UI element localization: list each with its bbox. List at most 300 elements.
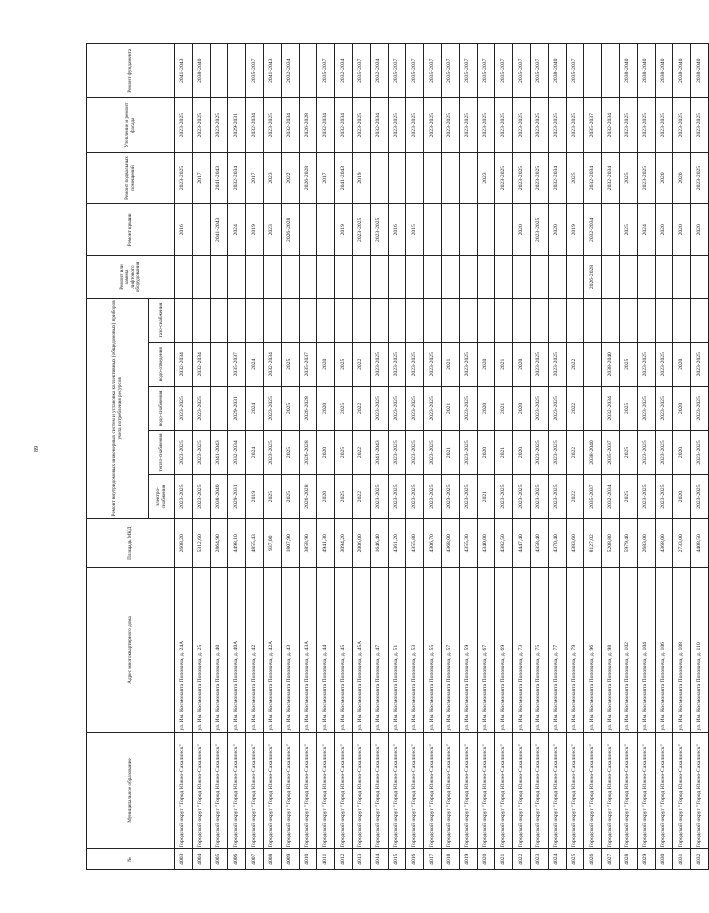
cell-facade: 2023-2025	[566, 98, 584, 152]
cell-address: ул. Им. Космонавта Поповича, д. 24А	[175, 568, 193, 732]
cell-water: 2020	[513, 386, 531, 430]
cell-heat: 2020	[477, 430, 495, 474]
cell-heat: 2025	[619, 430, 637, 474]
cell-roof: 2024	[637, 204, 655, 256]
table-row	[513, 44, 531, 870]
cell-basement: 2026-2028	[299, 152, 317, 203]
cell-area: 4358,40	[530, 519, 548, 568]
cell-gas	[388, 298, 406, 342]
cell-water: 2025	[281, 386, 299, 430]
cell-address: ул. Им. Космонавта Поповича, д. 45А	[352, 568, 370, 732]
cell-water: 2020	[317, 386, 335, 430]
header-sub-gas: газо-снабжения	[149, 298, 175, 342]
cell-heat: 2023-2025	[691, 430, 709, 474]
table-body	[175, 44, 709, 870]
cell-gas	[655, 298, 673, 342]
cell-address: ул. Им. Космонавта Поповича, д. 43А	[299, 568, 317, 732]
table-row	[424, 44, 442, 870]
cell-area: 4306,70	[424, 519, 442, 568]
cell-house-systems	[210, 256, 228, 298]
cell-foundation: 2035-2037	[513, 44, 531, 99]
cell-address: ул. Им. Космонавта Поповича, д. 69	[495, 568, 513, 732]
cell-roof: 2025	[619, 204, 637, 256]
table-row	[370, 44, 388, 870]
cell-gas	[192, 298, 210, 342]
cell-water: 2023-2025	[655, 386, 673, 430]
cell-electric: 2038-2040	[210, 475, 228, 519]
cell-electric: 2023-2025	[441, 475, 459, 519]
cell-facade: 2023-2025	[192, 98, 210, 152]
table-row	[441, 44, 459, 870]
cell-house-systems	[175, 256, 193, 298]
cell-heat: 2041-2043	[370, 430, 388, 474]
cell-electric: 2023-2025	[388, 475, 406, 519]
cell-municipality: Городской округ "Город Южно-Сахалинск"	[370, 732, 388, 849]
cell-foundation: 2035-2037	[477, 44, 495, 99]
cell-address: ул. Им. Космонавта Поповича, д. 79	[566, 568, 584, 732]
cell-roof	[602, 204, 620, 256]
cell-water: 2023-2025	[370, 386, 388, 430]
cell-heat: 2025	[335, 430, 353, 474]
cell-electric: 2023-2025	[530, 475, 548, 519]
cell-electric: 2020	[317, 475, 335, 519]
cell-water: 2032-2034	[602, 386, 620, 430]
cell-municipality: Городской округ "Город Южно-Сахалинск"	[459, 732, 477, 849]
cell-facade: 2023-2025	[673, 98, 691, 152]
cell-heat: 2023-2025	[459, 430, 477, 474]
cell-facade: 2032-2034	[602, 98, 620, 152]
cell-no: 4008	[263, 849, 281, 870]
cell-water: 2020	[477, 386, 495, 430]
table-row	[566, 44, 584, 870]
cell-electric: 2023-2025	[370, 475, 388, 519]
cell-foundation	[210, 44, 228, 99]
table-row	[192, 44, 210, 870]
cell-heat: 2038-2040	[584, 430, 602, 474]
cell-foundation	[602, 44, 620, 99]
cell-house-systems	[441, 256, 459, 298]
cell-no: 4017	[424, 849, 442, 870]
cell-foundation: 2035-2037	[530, 44, 548, 99]
cell-no: 4011	[317, 849, 335, 870]
cell-heat: 2022	[566, 430, 584, 474]
cell-house-systems	[655, 256, 673, 298]
cell-heat: 2023-2025	[424, 430, 442, 474]
cell-house-systems	[317, 256, 335, 298]
cell-no: 4009	[281, 849, 299, 870]
cell-basement: 2022	[281, 152, 299, 203]
cell-address: ул. Им. Космонавта Поповича, д. 55	[424, 568, 442, 732]
cell-foundation: 2038-2040	[673, 44, 691, 99]
cell-address: ул. Им. Космонавта Поповича, д. 47	[370, 568, 388, 732]
cell-water: 2029-2031	[228, 386, 246, 430]
cell-basement: 2025	[566, 152, 584, 203]
table-row	[673, 44, 691, 870]
cell-heat: 2020	[317, 430, 335, 474]
table-row	[175, 44, 193, 870]
cell-electric: 2023-2025	[175, 475, 193, 519]
cell-house-systems	[495, 256, 513, 298]
cell-water	[210, 386, 228, 430]
table-row	[210, 44, 228, 870]
cell-address: ул. Им. Космонавта Поповича, д. 106	[655, 568, 673, 732]
cell-foundation	[299, 44, 317, 99]
cell-house-systems	[673, 256, 691, 298]
cell-basement: 2032-2034	[228, 152, 246, 203]
cell-house-systems	[246, 256, 264, 298]
cell-gas	[548, 298, 566, 342]
cell-roof: 2015	[406, 204, 424, 256]
cell-house-systems	[424, 256, 442, 298]
cell-area: 4361,20	[388, 519, 406, 568]
cell-electric: 2023-2025	[655, 475, 673, 519]
header-sub-drain: водо-отведения	[149, 342, 175, 386]
cell-house-systems	[513, 256, 531, 298]
cell-foundation: 2038-2040	[637, 44, 655, 99]
cell-roof	[424, 204, 442, 256]
cell-water: 2023-2025	[637, 386, 655, 430]
cell-municipality: Городской округ "Город Южно-Сахалинск"	[352, 732, 370, 849]
cell-house-systems	[352, 256, 370, 298]
cell-facade: 2023-2025	[263, 98, 281, 152]
cell-municipality: Городской округ "Город Южно-Сахалинск"	[673, 732, 691, 849]
cell-house-systems	[192, 256, 210, 298]
cell-gas	[530, 298, 548, 342]
cell-basement	[388, 152, 406, 203]
cell-heat: 2023-2025	[637, 430, 655, 474]
cell-drain: 2032-2034	[175, 342, 193, 386]
cell-water: 2023-2025	[388, 386, 406, 430]
cell-municipality: Городской округ "Город Южно-Сахалинск"	[477, 732, 495, 849]
cell-area: 5979,40	[619, 519, 637, 568]
cell-basement	[441, 152, 459, 203]
cell-basement: 2025	[619, 152, 637, 203]
cell-house-systems	[548, 256, 566, 298]
cell-gas	[210, 298, 228, 342]
header-sub-heat: тепло-снабжения	[149, 430, 175, 474]
cell-drain	[210, 342, 228, 386]
cell-roof	[459, 204, 477, 256]
cell-no: 4019	[459, 849, 477, 870]
cell-facade: 2023-2025	[459, 98, 477, 152]
cell-no: 4007	[246, 849, 264, 870]
table-row	[246, 44, 264, 870]
cell-area: 1807,90	[281, 519, 299, 568]
cell-house-systems	[335, 256, 353, 298]
cell-roof: 2019	[566, 204, 584, 256]
cell-gas	[566, 298, 584, 342]
cell-no: 4015	[388, 849, 406, 870]
cell-heat: 2041-2043	[210, 430, 228, 474]
cell-drain: 2023-2025	[548, 342, 566, 386]
cell-drain: 2038-2040	[602, 342, 620, 386]
cell-gas	[477, 298, 495, 342]
cell-heat: 2021	[441, 430, 459, 474]
cell-roof: 2041-2043	[210, 204, 228, 256]
cell-foundation: 2035-2037	[441, 44, 459, 99]
header-sub-electric: электро-снабжения	[149, 475, 175, 519]
cell-address: ул. Им. Космонавта Поповича, д. 53	[406, 568, 424, 732]
cell-address: ул. Им. Космонавта Поповича, д. 59	[459, 568, 477, 732]
cell-basement: 2023	[477, 152, 495, 203]
cell-house-systems	[388, 256, 406, 298]
cell-facade: 2023-2025	[406, 98, 424, 152]
cell-gas	[228, 298, 246, 342]
cell-gas	[370, 298, 388, 342]
page-number: 89	[34, 446, 40, 452]
header-resource-group: Ремонт внутридомовых инженерных систем и установка коллективных (общедомовых) приборов учета потребления ресурсов	[87, 298, 149, 519]
cell-gas	[246, 298, 264, 342]
cell-address: ул. Им. Космонавта Поповича, д. 104	[637, 568, 655, 732]
cell-address: ул. Им. Космонавта Поповича, д. 45	[335, 568, 353, 732]
cell-municipality: Городской округ "Город Южно-Сахалинск"	[441, 732, 459, 849]
cell-area: 937,00	[263, 519, 281, 568]
cell-municipality: Городской округ "Город Южно-Сахалинск"	[246, 732, 264, 849]
cell-roof: 2019	[335, 204, 353, 256]
cell-no: 4021	[495, 849, 513, 870]
cell-electric: 2023-2025	[495, 475, 513, 519]
cell-drain: 2020	[513, 342, 531, 386]
cell-drain: 2035-2037	[299, 342, 317, 386]
cell-address: ул. Им. Космонавта Поповича, д. 75	[530, 568, 548, 732]
cell-roof	[495, 204, 513, 256]
cell-area: 4382,50	[495, 519, 513, 568]
cell-house-systems	[263, 256, 281, 298]
cell-gas	[619, 298, 637, 342]
cell-facade: 2026-2028	[299, 98, 317, 152]
cell-facade: 2023-2025	[210, 98, 228, 152]
cell-address: ул. Им. Космонавта Поповича, д. 25	[192, 568, 210, 732]
repair-schedule-table	[86, 43, 709, 870]
cell-area: 2006,00	[352, 519, 370, 568]
cell-basement: 2041-2043	[210, 152, 228, 203]
cell-electric: 2023-2025	[459, 475, 477, 519]
cell-municipality: Городской округ "Город Южно-Сахалинск"	[299, 732, 317, 849]
cell-basement: 2020	[655, 152, 673, 203]
cell-roof	[317, 204, 335, 256]
table-row	[263, 44, 281, 870]
cell-basement: 2023-2025	[530, 152, 548, 203]
header-facade: Утепление и ремонт фасада	[87, 98, 175, 152]
cell-gas	[459, 298, 477, 342]
cell-electric: 2022	[566, 475, 584, 519]
cell-heat: 2035-2037	[602, 430, 620, 474]
cell-house-systems	[370, 256, 388, 298]
cell-house-systems	[566, 256, 584, 298]
cell-area: 8127,02	[584, 519, 602, 568]
cell-basement: 2032-2034	[602, 152, 620, 203]
table-row	[299, 44, 317, 870]
cell-electric: 2023-2025	[406, 475, 424, 519]
cell-gas	[513, 298, 531, 342]
cell-basement	[406, 152, 424, 203]
cell-foundation: 2035-2037	[352, 44, 370, 99]
cell-municipality: Городской округ "Город Южно-Сахалинск"	[548, 732, 566, 849]
cell-water: 2022	[566, 386, 584, 430]
cell-municipality: Городской округ "Город Южно-Сахалинск"	[513, 732, 531, 849]
cell-gas	[299, 298, 317, 342]
cell-water: 2023-2025	[691, 386, 709, 430]
header-municipality: Муниципальное образование	[87, 732, 175, 849]
cell-foundation: 2035-2037	[566, 44, 584, 99]
cell-drain: 2020	[477, 342, 495, 386]
cell-heat: 2022	[352, 430, 370, 474]
cell-no: 4025	[566, 849, 584, 870]
cell-gas	[424, 298, 442, 342]
cell-municipality: Городской округ "Город Южно-Сахалинск"	[655, 732, 673, 849]
cell-foundation: 2032-2034	[281, 44, 299, 99]
cell-heat: 2020	[513, 430, 531, 474]
cell-municipality: Городской округ "Город Южно-Сахалинск"	[602, 732, 620, 849]
cell-water: 2021	[495, 386, 513, 430]
cell-drain: 2023-2025	[530, 342, 548, 386]
cell-facade: 2023-2025	[637, 98, 655, 152]
cell-roof: 2023-2025	[352, 204, 370, 256]
cell-water: 2022	[352, 386, 370, 430]
cell-electric: 2025	[263, 475, 281, 519]
cell-drain: 2024	[246, 342, 264, 386]
cell-facade: 2032-2034	[370, 98, 388, 152]
cell-drain: 2020	[317, 342, 335, 386]
cell-water: 2023-2025	[530, 386, 548, 430]
cell-drain: 2020	[673, 342, 691, 386]
cell-drain: 2032-2034	[263, 342, 281, 386]
cell-basement: 2023-2025	[513, 152, 531, 203]
cell-roof: 2016	[388, 204, 406, 256]
cell-area: 4498,10	[228, 519, 246, 568]
cell-municipality: Городской округ "Город Южно-Сахалинск"	[263, 732, 281, 849]
cell-basement: 2020	[673, 152, 691, 203]
cell-facade: 2032-2034	[246, 98, 264, 152]
cell-no: 4028	[619, 849, 637, 870]
cell-facade: 2023-2025	[530, 98, 548, 152]
cell-house-systems	[281, 256, 299, 298]
cell-facade: 2023-2025	[495, 98, 513, 152]
cell-roof: 2023-2025	[370, 204, 388, 256]
cell-basement	[459, 152, 477, 203]
table-row	[388, 44, 406, 870]
cell-basement: 2023-2025	[637, 152, 655, 203]
table-row	[548, 44, 566, 870]
rotated-table-container	[86, 43, 702, 870]
cell-water: 2023-2025	[263, 386, 281, 430]
cell-area: 5208,80	[602, 519, 620, 568]
table-row	[228, 44, 246, 870]
cell-heat: 2023-2025	[175, 430, 193, 474]
cell-no: 4012	[335, 849, 353, 870]
cell-area: 3094,20	[335, 519, 353, 568]
cell-heat: 2025	[281, 430, 299, 474]
header-address: Адрес многоквартирного дома	[87, 568, 175, 732]
cell-address: ул. Им. Космонавта Поповича, д. 40	[210, 568, 228, 732]
cell-water: 2020	[673, 386, 691, 430]
cell-electric: 2029-2031	[228, 475, 246, 519]
cell-facade: 2032-2034	[335, 98, 353, 152]
cell-municipality: Городской округ "Город Южно-Сахалинск"	[228, 732, 246, 849]
cell-heat: 2023-2025	[548, 430, 566, 474]
cell-electric: 2025	[619, 475, 637, 519]
cell-roof: 2023	[263, 204, 281, 256]
cell-address: ул. Им. Космонавта Поповича, д. 77	[548, 568, 566, 732]
cell-foundation: 2032-2034	[370, 44, 388, 99]
table-row	[477, 44, 495, 870]
cell-water: 2023-2025	[406, 386, 424, 430]
cell-water: 2023-2025	[175, 386, 193, 430]
cell-roof: 2032-2034	[584, 204, 602, 256]
cell-address: ул. Им. Космонавта Поповича, д. 98	[602, 568, 620, 732]
cell-gas	[175, 298, 193, 342]
cell-drain: 2023-2025	[406, 342, 424, 386]
cell-municipality: Городской округ "Город Южно-Сахалинск"	[388, 732, 406, 849]
cell-municipality: Городской округ "Город Южно-Сахалинск"	[619, 732, 637, 849]
cell-heat: 2021	[495, 430, 513, 474]
cell-water: 2023-2025	[424, 386, 442, 430]
cell-electric: 2022	[352, 475, 370, 519]
header-no: №	[87, 849, 175, 870]
cell-house-systems	[459, 256, 477, 298]
cell-roof: 2023-2025	[530, 204, 548, 256]
cell-no: 4023	[530, 849, 548, 870]
cell-area: 2733,00	[673, 519, 691, 568]
cell-foundation	[228, 44, 246, 99]
cell-municipality: Городской округ "Город Южно-Сахалинск"	[424, 732, 442, 849]
cell-no: 4024	[548, 849, 566, 870]
header-roof: Ремонт крыши	[87, 204, 175, 256]
cell-heat: 2023-2025	[406, 430, 424, 474]
cell-facade: 2023-2025	[424, 98, 442, 152]
cell-heat: 2023-2025	[263, 430, 281, 474]
cell-house-systems	[228, 256, 246, 298]
cell-electric: 2020	[673, 475, 691, 519]
table-row	[317, 44, 335, 870]
cell-gas	[584, 298, 602, 342]
cell-electric: 2023-2025	[424, 475, 442, 519]
cell-house-systems	[691, 256, 709, 298]
cell-no: 4004	[192, 849, 210, 870]
cell-no: 4029	[637, 849, 655, 870]
cell-house-systems	[299, 256, 317, 298]
cell-address: ул. Им. Космонавта Поповича, д. 42	[246, 568, 264, 732]
cell-roof: 2020	[513, 204, 531, 256]
cell-gas	[406, 298, 424, 342]
cell-foundation: 2038-2040	[548, 44, 566, 99]
cell-gas	[602, 298, 620, 342]
cell-basement: 2041-2043	[335, 152, 353, 203]
table-row	[691, 44, 709, 870]
cell-basement: 2017	[317, 152, 335, 203]
table-row	[602, 44, 620, 870]
cell-area: 2683,00	[637, 519, 655, 568]
cell-facade: 2032-2034	[317, 98, 335, 152]
cell-foundation: 2035-2037	[495, 44, 513, 99]
table-row	[619, 44, 637, 870]
cell-drain: 2035-2037	[228, 342, 246, 386]
cell-roof: 2020	[691, 204, 709, 256]
cell-gas	[673, 298, 691, 342]
cell-municipality: Городской округ "Город Южно-Сахалинск"	[566, 732, 584, 849]
table-row	[352, 44, 370, 870]
cell-heat: 2026-2028	[299, 430, 317, 474]
cell-gas	[335, 298, 353, 342]
cell-facade: 2023-2025	[441, 98, 459, 152]
cell-drain: 2023-2025	[655, 342, 673, 386]
cell-water	[584, 386, 602, 430]
cell-no: 4027	[602, 849, 620, 870]
header-sub-water: водо-снабжения	[149, 386, 175, 430]
cell-facade: 2035-2037	[584, 98, 602, 152]
cell-foundation: 2035-2037	[388, 44, 406, 99]
cell-gas	[281, 298, 299, 342]
